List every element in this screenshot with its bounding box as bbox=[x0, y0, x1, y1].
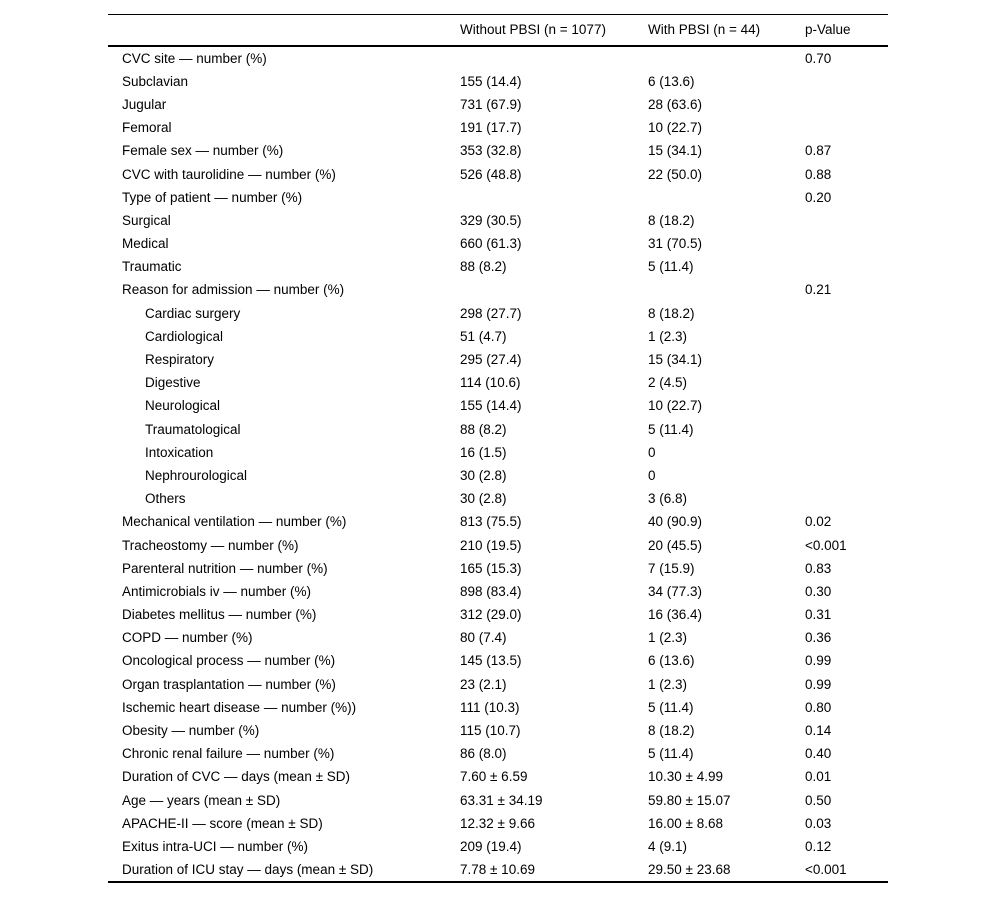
table-row bbox=[108, 255, 888, 278]
row-label: Organ trasplantation — number (%) bbox=[122, 676, 336, 692]
without-pbsi-value: 88 (8.2) bbox=[460, 259, 507, 275]
without-pbsi-value: 30 (2.8) bbox=[460, 467, 507, 483]
column-header-without-pbsi: Without PBSI (n = 1077) bbox=[460, 22, 606, 38]
table-row bbox=[108, 394, 888, 417]
with-pbsi-value: 0 bbox=[648, 444, 656, 460]
with-pbsi-value: 6 (13.6) bbox=[648, 653, 695, 669]
p-value bbox=[805, 371, 888, 394]
without-pbsi-value: 16 (1.5) bbox=[460, 444, 507, 460]
row-label: Reason for admission — number (%) bbox=[122, 282, 345, 298]
p-value bbox=[805, 487, 888, 510]
column-header-label bbox=[108, 15, 460, 46]
table-row bbox=[108, 93, 888, 116]
with-pbsi-value: 10 (22.7) bbox=[648, 398, 703, 414]
without-pbsi-value: 7.78 ± 10.69 bbox=[460, 862, 535, 878]
p-value: 0.20 bbox=[805, 189, 832, 205]
without-pbsi-value bbox=[460, 278, 648, 301]
table-row bbox=[108, 858, 888, 882]
column-header-p-value: p-Value bbox=[805, 22, 851, 38]
without-pbsi-value: 12.32 ± 9.66 bbox=[460, 815, 535, 831]
p-value bbox=[805, 116, 888, 139]
p-value: <0.001 bbox=[805, 862, 847, 878]
table-row bbox=[108, 371, 888, 394]
with-pbsi-value: 59.80 ± 15.07 bbox=[648, 792, 731, 808]
table-row bbox=[108, 441, 888, 464]
p-value: 0.21 bbox=[805, 282, 832, 298]
with-pbsi-value bbox=[648, 186, 805, 209]
row-label: Traumatic bbox=[122, 259, 182, 275]
without-pbsi-value: 898 (83.4) bbox=[460, 583, 522, 599]
baseline-characteristics-table-wrap bbox=[108, 14, 888, 883]
table-row bbox=[108, 626, 888, 649]
table-header-row bbox=[108, 15, 888, 46]
without-pbsi-value: 51 (4.7) bbox=[460, 328, 507, 344]
p-value: 0.80 bbox=[805, 699, 832, 715]
table-row bbox=[108, 464, 888, 487]
table-row bbox=[108, 696, 888, 719]
with-pbsi-value: 5 (11.4) bbox=[648, 259, 694, 275]
without-pbsi-value bbox=[460, 46, 648, 70]
p-value bbox=[805, 209, 888, 232]
row-label: Duration of CVC — days (mean ± SD) bbox=[122, 769, 350, 785]
row-label: Chronic renal failure — number (%) bbox=[122, 746, 335, 762]
table-row bbox=[108, 580, 888, 603]
with-pbsi-value: 29.50 ± 23.68 bbox=[648, 862, 731, 878]
without-pbsi-value: 115 (10.7) bbox=[460, 723, 521, 739]
with-pbsi-value: 16 (36.4) bbox=[648, 607, 703, 623]
table-row bbox=[108, 510, 888, 533]
table-row bbox=[108, 557, 888, 580]
p-value bbox=[805, 418, 888, 441]
row-label: Age — years (mean ± SD) bbox=[122, 792, 281, 808]
without-pbsi-value: 210 (19.5) bbox=[460, 537, 522, 553]
row-label: Type of patient — number (%) bbox=[122, 189, 303, 205]
with-pbsi-value: 8 (18.2) bbox=[648, 212, 695, 228]
with-pbsi-value: 6 (13.6) bbox=[648, 73, 695, 89]
table-row bbox=[108, 812, 888, 835]
without-pbsi-value: 23 (2.1) bbox=[460, 676, 507, 692]
table-row bbox=[108, 116, 888, 139]
with-pbsi-value: 3 (6.8) bbox=[648, 491, 688, 507]
row-label: Cardiac surgery bbox=[145, 305, 241, 321]
with-pbsi-value: 10.30 ± 4.99 bbox=[648, 769, 723, 785]
without-pbsi-value: 353 (32.8) bbox=[460, 143, 522, 159]
with-pbsi-value: 15 (34.1) bbox=[648, 352, 703, 368]
with-pbsi-value: 40 (90.9) bbox=[648, 514, 703, 530]
p-value: 0.99 bbox=[805, 653, 832, 669]
p-value: 0.01 bbox=[805, 769, 832, 785]
p-value: 0.87 bbox=[805, 143, 832, 159]
with-pbsi-value: 8 (18.2) bbox=[648, 723, 695, 739]
row-label: Femoral bbox=[122, 120, 172, 136]
without-pbsi-value: 155 (14.4) bbox=[460, 398, 522, 414]
with-pbsi-value: 4 (9.1) bbox=[648, 838, 688, 854]
p-value bbox=[805, 70, 888, 93]
row-label: CVC site — number (%) bbox=[122, 50, 267, 66]
without-pbsi-value: 295 (27.4) bbox=[460, 352, 522, 368]
p-value bbox=[805, 348, 888, 371]
row-label: Others bbox=[145, 491, 186, 507]
row-label: Antimicrobials iv — number (%) bbox=[122, 583, 312, 599]
without-pbsi-value: 7.60 ± 6.59 bbox=[460, 769, 528, 785]
with-pbsi-value: 5 (11.4) bbox=[648, 421, 694, 437]
with-pbsi-value bbox=[648, 46, 805, 70]
p-value: 0.14 bbox=[805, 723, 832, 739]
row-label: Nephrourological bbox=[145, 467, 248, 483]
row-label: Female sex — number (%) bbox=[122, 143, 284, 159]
table-row bbox=[108, 302, 888, 325]
p-value bbox=[805, 441, 888, 464]
p-value: 0.36 bbox=[805, 630, 832, 646]
without-pbsi-value: 526 (48.8) bbox=[460, 166, 522, 182]
without-pbsi-value: 145 (13.5) bbox=[460, 653, 522, 669]
row-label: Mechanical ventilation — number (%) bbox=[122, 514, 347, 530]
p-value bbox=[805, 464, 888, 487]
table-row bbox=[108, 649, 888, 672]
p-value bbox=[805, 255, 888, 278]
row-label: Surgical bbox=[122, 212, 171, 228]
with-pbsi-value: 28 (63.6) bbox=[648, 96, 703, 112]
without-pbsi-value: 114 (10.6) bbox=[460, 375, 521, 391]
without-pbsi-value: 813 (75.5) bbox=[460, 514, 522, 530]
with-pbsi-value: 1 (2.3) bbox=[648, 676, 688, 692]
p-value: 0.70 bbox=[805, 50, 832, 66]
row-label: Obesity — number (%) bbox=[122, 723, 260, 739]
row-label: Ischemic heart disease — number (%)) bbox=[122, 699, 357, 715]
with-pbsi-value: 1 (2.3) bbox=[648, 630, 688, 646]
p-value bbox=[805, 302, 888, 325]
with-pbsi-value bbox=[648, 278, 805, 301]
p-value: 0.31 bbox=[805, 607, 832, 623]
without-pbsi-value: 660 (61.3) bbox=[460, 236, 522, 252]
table-body bbox=[108, 46, 888, 883]
p-value: 0.02 bbox=[805, 514, 832, 530]
row-label: Traumatological bbox=[145, 421, 241, 437]
table-row bbox=[108, 209, 888, 232]
with-pbsi-value: 7 (15.9) bbox=[648, 560, 695, 576]
row-label: Jugular bbox=[122, 96, 167, 112]
with-pbsi-value: 22 (50.0) bbox=[648, 166, 703, 182]
row-label: Duration of ICU stay — days (mean ± SD) bbox=[122, 862, 374, 878]
table-row bbox=[108, 186, 888, 209]
row-label: Tracheostomy — number (%) bbox=[122, 537, 299, 553]
with-pbsi-value: 8 (18.2) bbox=[648, 305, 695, 321]
row-label: Diabetes mellitus — number (%) bbox=[122, 607, 317, 623]
table-row bbox=[108, 348, 888, 371]
p-value bbox=[805, 232, 888, 255]
p-value: 0.30 bbox=[805, 583, 832, 599]
without-pbsi-value bbox=[460, 186, 648, 209]
with-pbsi-value: 15 (34.1) bbox=[648, 143, 703, 159]
baseline-characteristics-table bbox=[108, 14, 888, 883]
table-row bbox=[108, 232, 888, 255]
row-label: Subclavian bbox=[122, 73, 189, 89]
table-row bbox=[108, 278, 888, 301]
without-pbsi-value: 298 (27.7) bbox=[460, 305, 522, 321]
table-row bbox=[108, 418, 888, 441]
table-row bbox=[108, 603, 888, 626]
without-pbsi-value: 209 (19.4) bbox=[460, 838, 522, 854]
row-label: Cardiological bbox=[145, 328, 224, 344]
p-value: <0.001 bbox=[805, 537, 847, 553]
table-row bbox=[108, 673, 888, 696]
table-row bbox=[108, 139, 888, 162]
with-pbsi-value: 34 (77.3) bbox=[648, 583, 703, 599]
p-value: 0.50 bbox=[805, 792, 832, 808]
p-value: 0.03 bbox=[805, 815, 832, 831]
table-header bbox=[108, 15, 888, 46]
p-value: 0.99 bbox=[805, 676, 832, 692]
with-pbsi-value: 0 bbox=[648, 467, 656, 483]
row-label: Respiratory bbox=[145, 352, 215, 368]
without-pbsi-value: 86 (8.0) bbox=[460, 746, 507, 762]
without-pbsi-value: 329 (30.5) bbox=[460, 212, 522, 228]
without-pbsi-value: 155 (14.4) bbox=[460, 73, 522, 89]
row-label: Exitus intra-UCI — number (%) bbox=[122, 838, 309, 854]
p-value bbox=[805, 325, 888, 348]
without-pbsi-value: 731 (67.9) bbox=[460, 96, 522, 112]
row-label: Parenteral nutrition — number (%) bbox=[122, 560, 328, 576]
without-pbsi-value: 63.31 ± 34.19 bbox=[460, 792, 543, 808]
with-pbsi-value: 20 (45.5) bbox=[648, 537, 703, 553]
with-pbsi-value: 16.00 ± 8.68 bbox=[648, 815, 723, 831]
row-label: Medical bbox=[122, 236, 169, 252]
row-label: Oncological process — number (%) bbox=[122, 653, 336, 669]
p-value bbox=[805, 394, 888, 417]
with-pbsi-value: 5 (11.4) bbox=[648, 699, 694, 715]
table-row bbox=[108, 487, 888, 510]
table-row bbox=[108, 46, 888, 70]
table-row bbox=[108, 325, 888, 348]
table-row bbox=[108, 789, 888, 812]
row-label: Neurological bbox=[145, 398, 221, 414]
without-pbsi-value: 88 (8.2) bbox=[460, 421, 507, 437]
p-value: 0.40 bbox=[805, 746, 832, 762]
without-pbsi-value: 30 (2.8) bbox=[460, 491, 507, 507]
p-value: 0.88 bbox=[805, 166, 832, 182]
p-value: 0.83 bbox=[805, 560, 832, 576]
with-pbsi-value: 5 (11.4) bbox=[648, 746, 694, 762]
table-row bbox=[108, 719, 888, 742]
p-value bbox=[805, 93, 888, 116]
table-row bbox=[108, 835, 888, 858]
row-label: Digestive bbox=[145, 375, 201, 391]
without-pbsi-value: 165 (15.3) bbox=[460, 560, 522, 576]
table-row bbox=[108, 70, 888, 93]
column-header-with-pbsi: With PBSI (n = 44) bbox=[648, 22, 761, 38]
table-row bbox=[108, 765, 888, 788]
without-pbsi-value: 111 (10.3) bbox=[460, 699, 520, 715]
with-pbsi-value: 10 (22.7) bbox=[648, 120, 703, 136]
with-pbsi-value: 2 (4.5) bbox=[648, 375, 688, 391]
row-label: CVC with taurolidine — number (%) bbox=[122, 166, 336, 182]
with-pbsi-value: 1 (2.3) bbox=[648, 328, 688, 344]
row-label: APACHE-II — score (mean ± SD) bbox=[122, 815, 323, 831]
without-pbsi-value: 312 (29.0) bbox=[460, 607, 522, 623]
table-row bbox=[108, 533, 888, 556]
row-label: Intoxication bbox=[145, 444, 214, 460]
table-row bbox=[108, 162, 888, 185]
p-value: 0.12 bbox=[805, 838, 832, 854]
with-pbsi-value: 31 (70.5) bbox=[648, 236, 703, 252]
without-pbsi-value: 191 (17.7) bbox=[460, 120, 522, 136]
without-pbsi-value: 80 (7.4) bbox=[460, 630, 507, 646]
row-label: COPD — number (%) bbox=[122, 630, 253, 646]
table-row bbox=[108, 742, 888, 765]
